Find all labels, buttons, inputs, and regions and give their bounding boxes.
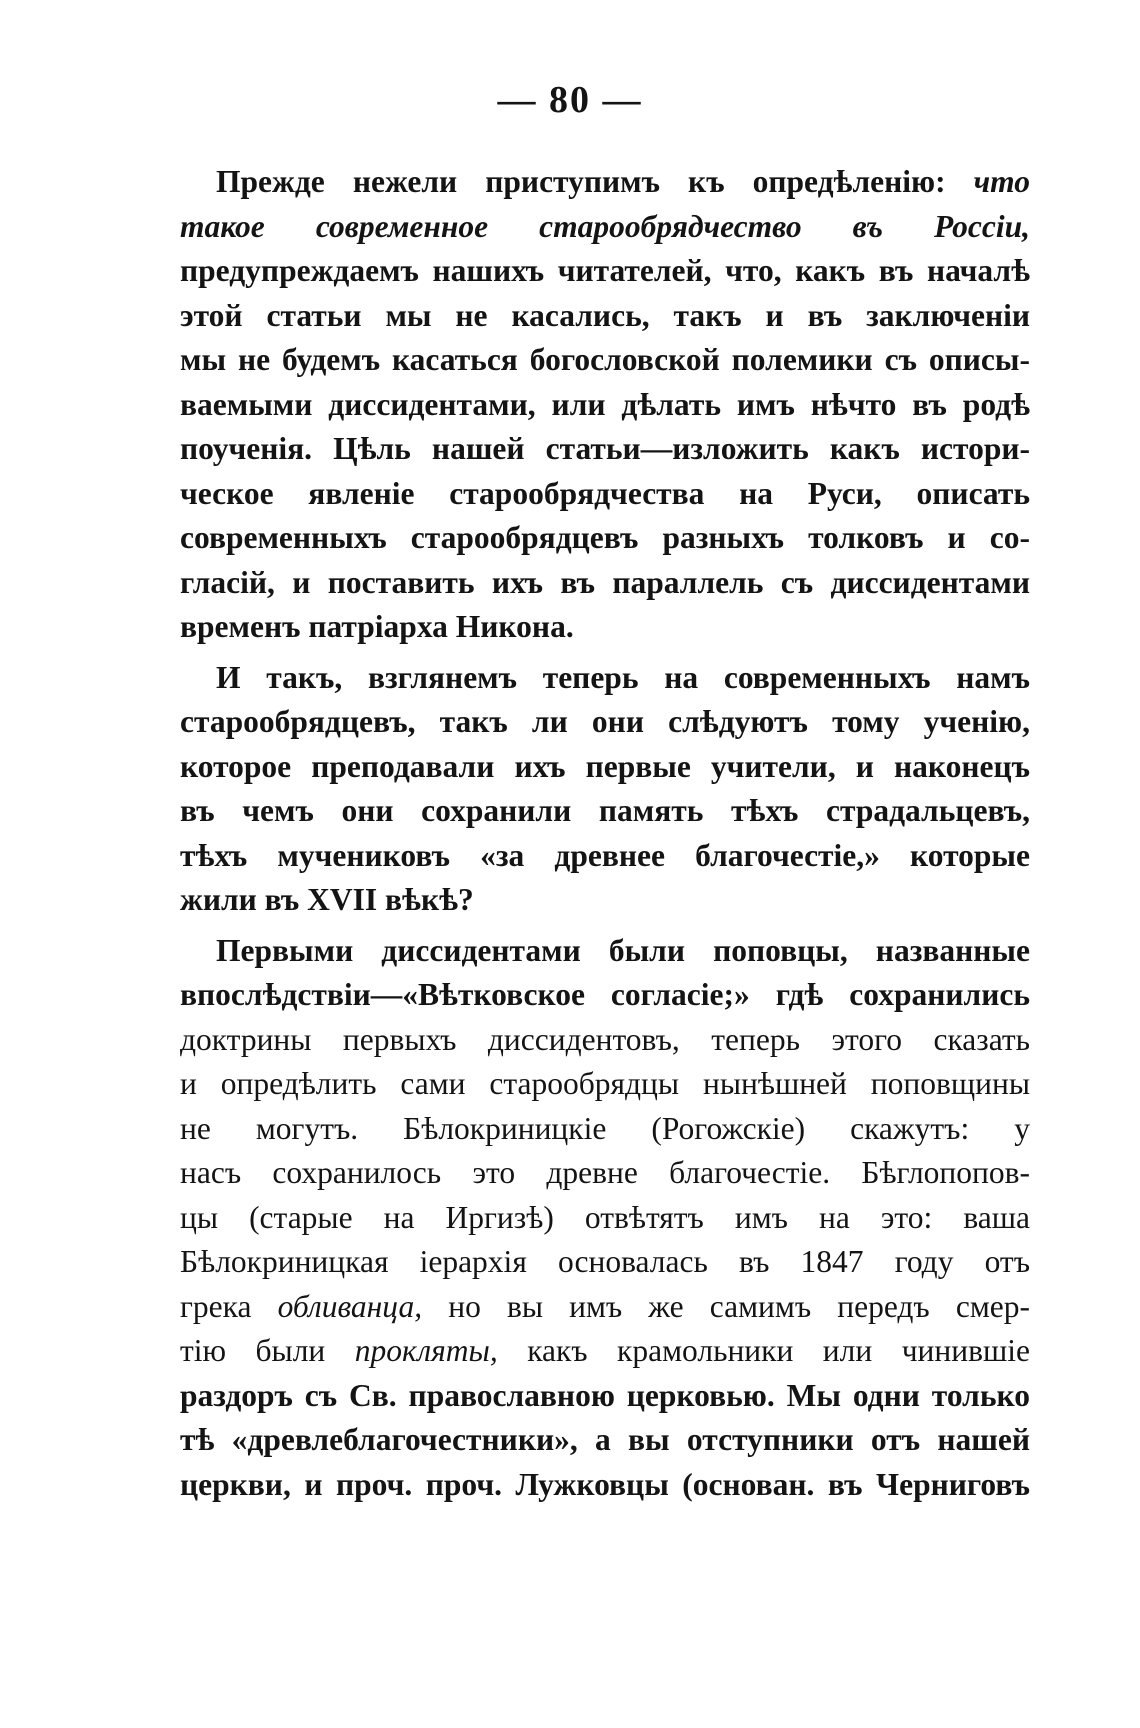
text-line: которое преподавали ихъ первые учители, и наконецъ [180, 748, 1030, 784]
text-line: современныхъ старообрядцевъ разныхъ толковъ и со- [180, 520, 1030, 555]
line-text: тію были [180, 1333, 355, 1368]
paragraph-1 [180, 160, 1030, 650]
text-line: насъ сохранилось это древне благочестіе. Бѣглопопов- [180, 1155, 1030, 1190]
text-line: церкви, и проч. проч. Лужковцы (основан. въ Черниговъ [180, 1466, 1030, 1502]
page-number: — 80 — [497, 79, 643, 121]
paragraph-3 [180, 929, 1030, 1508]
text-line: тѣхъ мучениковъ «за древнее благочестіе,» которые [180, 837, 1030, 873]
paragraph-2 [180, 656, 1030, 923]
text-line: въ чемъ они сохранили память тѣхъ страдальцевъ, [180, 793, 1030, 828]
text-line: Бѣлокриницкая іерархія основалась въ 1847 году отъ [180, 1244, 1030, 1279]
text-line: цы (старые на Иргизѣ) отвѣтятъ имъ на это: ваша [180, 1199, 1030, 1235]
line-text: грека [180, 1288, 278, 1324]
line-text: но вы имъ же самимъ передъ смер- [422, 1288, 1030, 1324]
text-line: раздоръ съ Св. православною церковью. Мы одни только [180, 1377, 1030, 1413]
italic-text: такое современное старообрядчество въ Россіи, [180, 208, 1030, 244]
text-line: старообрядцевъ, такъ ли они слѣдуютъ тому ученію, [180, 704, 1030, 739]
text-line: ваемыми диссидентами, или дѣлать имъ нѣчто въ родѣ [180, 386, 1030, 422]
text-line: не могутъ. Бѣлокриницкіе (Рогожскіе) скажутъ: у [180, 1110, 1030, 1146]
text-line: И такъ, взглянемъ теперь на современныхъ намъ [216, 659, 1030, 695]
text-line: впослѣдствіи—«Вѣтковское согласіе;» гдѣ сохранились [180, 977, 1030, 1012]
text-line: ческое явленіе старообрядчества на Руси, описать [180, 475, 1030, 511]
text-line: и опредѣлить сами старообрядцы нынѣшней поповщины [180, 1066, 1030, 1101]
text-line: поученія. Цѣль нашей статьи—изложить какъ истори- [180, 431, 1030, 466]
text-line: предупреждаемъ нашихъ читателей, что, какъ въ началѣ [180, 253, 1030, 288]
text-line: Первыми диссидентами были поповцы, названные [216, 932, 1030, 968]
text-line [180, 160, 1030, 205]
line-text: Прежде нежели приступимъ къ опредѣленію: [216, 164, 974, 199]
line-text: какъ крамольники или чинившіе [497, 1333, 1030, 1368]
text-line: жили въ XVII вѣкѣ? [180, 882, 474, 917]
text-line: тѣ «древлеблагочестники», а вы отступники отъ нашей [180, 1422, 1030, 1457]
text-line [180, 1285, 1030, 1330]
text-line: гласій, и поставить ихъ въ параллель съ диссидентами [180, 564, 1030, 600]
text-line [180, 1329, 1030, 1374]
text-line: мы не будемъ касаться богословской полемики съ описы- [180, 342, 1030, 377]
italic-text: что [973, 164, 1030, 199]
italic-text: обливанца, [277, 1288, 423, 1324]
italic-text: прокляты, [354, 1333, 498, 1368]
text-line: временъ патріарха Никона. [180, 609, 574, 644]
body-text [180, 160, 1030, 1507]
text-line: этой статьи мы не касались, такъ и въ заключеніи [180, 297, 1030, 333]
text-line [180, 205, 1030, 250]
text-line: доктрины первыхъ диссидентовъ, теперь этого сказать [180, 1021, 1030, 1057]
